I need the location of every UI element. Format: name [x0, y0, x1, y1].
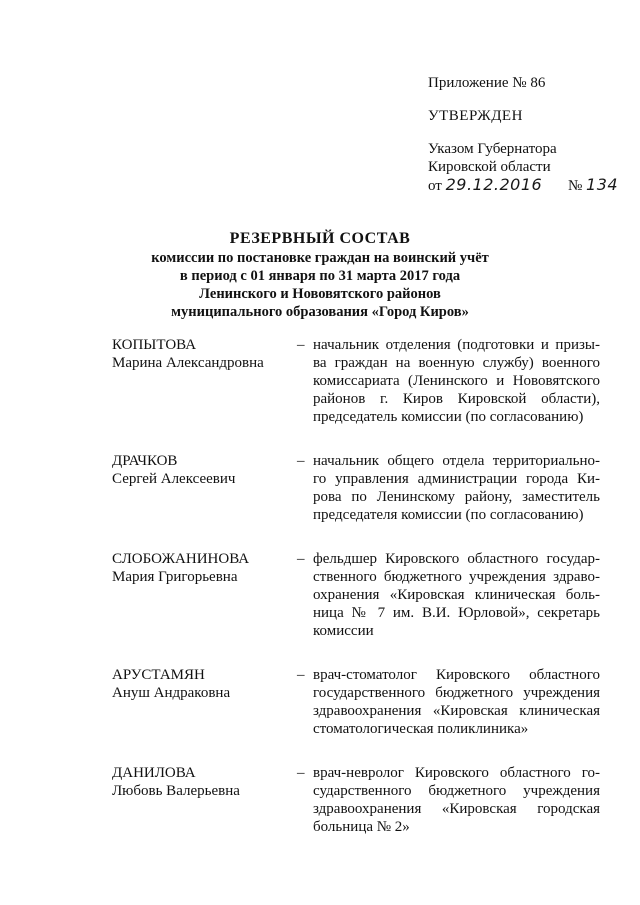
- member-name: [112, 452, 297, 524]
- member-entry: [112, 550, 600, 640]
- member-surname: ДРАЧКОВ: [112, 453, 178, 469]
- member-role-line: председателя комиссии (по согласованию): [313, 507, 584, 523]
- document-title-block: [100, 230, 540, 321]
- member-name: [112, 764, 297, 836]
- member-name: [112, 666, 297, 738]
- member-given-name: Марина Александровна: [112, 355, 264, 371]
- member-role: [313, 550, 600, 640]
- member-role-line: охранения «Кировская клиническая боль-: [313, 587, 600, 603]
- member-role-line: здравоохранения «Кировская городская: [313, 801, 600, 817]
- approval-block: [428, 74, 628, 195]
- member-role-line: комиссариата (Ленинского и Нововятского: [313, 373, 600, 389]
- member-role-line: ница № 7 им. В.И. Юрловой», секретарь: [313, 605, 600, 621]
- approved-stamp-text: УТВЕРЖДЕН: [428, 108, 523, 124]
- member-role-line: государственного бюджетного учреждения: [313, 685, 600, 701]
- member-role-line: начальник общего отдела территориально-: [313, 453, 600, 469]
- number-label: №: [567, 178, 583, 194]
- decree-line-2: Кировской области: [428, 159, 551, 175]
- decree-date-line: [428, 176, 628, 195]
- member-name: [112, 336, 297, 426]
- decree-line-1: Указом Губернатора: [428, 141, 557, 157]
- member-role-line: врач-невролог Кировского областного го-: [313, 765, 600, 781]
- member-role-line: стоматологическая поликлиника»: [313, 721, 529, 737]
- member-dash: –: [297, 667, 305, 683]
- member-surname: ДАНИЛОВА: [112, 765, 196, 781]
- member-entry: [112, 764, 600, 836]
- member-role-line: сударственного бюджетного учреждения: [313, 783, 600, 799]
- member-list: [112, 336, 600, 836]
- member-role-line: врач-стоматолог Кировского областного: [313, 667, 600, 683]
- member-role: [313, 764, 600, 836]
- handwritten-number: 134: [586, 175, 619, 194]
- member-name: [112, 550, 297, 640]
- member-entry: [112, 666, 600, 738]
- member-dash: –: [297, 765, 305, 781]
- member-role: [313, 336, 600, 426]
- member-role-line: фельдшер Кировского областного государ-: [313, 551, 600, 567]
- title-line-4: муниципального образования «Город Киров»: [171, 304, 469, 320]
- document-title: РЕЗЕРВНЫЙ СОСТАВ: [229, 230, 411, 247]
- member-role-line: ственного бюджетного учреждения здраво-: [313, 569, 600, 585]
- member-dash: –: [297, 551, 305, 567]
- date-prefix: от: [428, 178, 442, 194]
- member-role-line: больница № 2»: [313, 819, 410, 835]
- member-role-line: рова по Ленинскому району, заместитель: [313, 489, 600, 505]
- member-entry: [112, 336, 600, 426]
- annex-number: Приложение № 86: [428, 75, 546, 91]
- member-surname: КОПЫТОВА: [112, 337, 197, 353]
- member-given-name: Мария Григорьевна: [112, 569, 238, 585]
- member-given-name: Ануш Андраковна: [112, 685, 231, 701]
- member-role-line: ва граждан на военную службу) военного: [313, 355, 600, 371]
- title-line-3: Ленинского и Нововятского районов: [199, 286, 441, 302]
- member-given-name: Сергей Алексеевич: [112, 471, 236, 487]
- member-role: [313, 452, 600, 524]
- member-entry: [112, 452, 600, 524]
- title-line-2: в период с 01 января по 31 марта 2017 года: [179, 268, 461, 284]
- member-role-line: комиссии: [313, 623, 374, 639]
- member-role-line: начальник отделения (подготовки и призы-: [313, 337, 600, 353]
- member-surname: АРУСТАМЯН: [112, 667, 205, 683]
- member-role: [313, 666, 600, 738]
- member-dash: –: [297, 337, 305, 353]
- handwritten-date: 29.12.2016: [445, 175, 543, 194]
- member-role-line: го управления администрации города Ки-: [313, 471, 600, 487]
- member-dash: –: [297, 453, 305, 469]
- member-role-line: председатель комиссии (по согласованию): [313, 409, 584, 425]
- member-surname: СЛОБОЖАНИНОВА: [112, 551, 250, 567]
- member-given-name: Любовь Валерьевна: [112, 783, 240, 799]
- member-role-line: районов г. Киров Кировской области),: [313, 391, 600, 407]
- member-role-line: здравоохранения «Кировская клиническая: [313, 703, 600, 719]
- title-line-1: комиссии по постановке граждан на воинский учёт: [151, 250, 489, 266]
